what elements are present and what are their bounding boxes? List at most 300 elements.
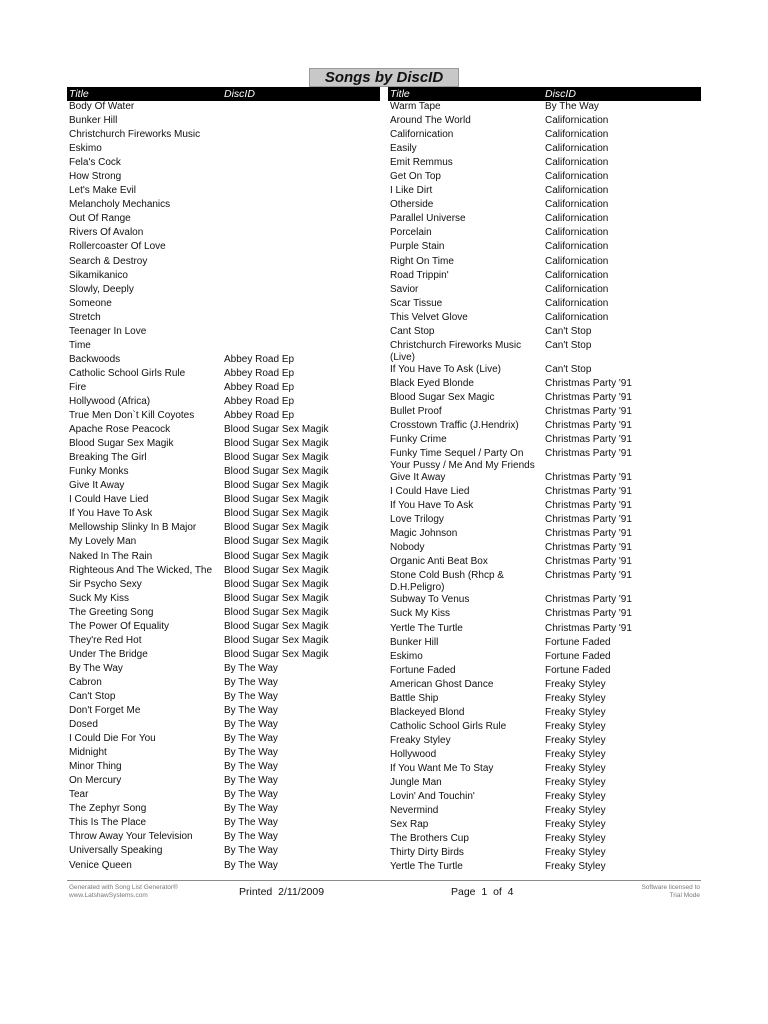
song-discid: Freaky Styley — [545, 734, 606, 746]
song-title: Funky Crime — [390, 434, 447, 446]
song-title: They're Red Hot — [69, 634, 142, 646]
song-title: Sex Rap — [390, 819, 429, 831]
table-row — [388, 570, 701, 594]
song-discid: Blood Sugar Sex Magik — [224, 508, 329, 520]
table-row — [67, 354, 380, 368]
song-discid — [224, 326, 380, 340]
song-title: If You Have To Ask (Live) — [390, 363, 501, 375]
song-title: Bullet Proof — [390, 405, 442, 417]
table-row — [388, 213, 701, 227]
song-discid: By The Way — [224, 845, 278, 857]
song-title: Catholic School Girls Rule — [69, 367, 186, 379]
table-header — [67, 87, 380, 101]
song-discid: By The Way — [224, 775, 278, 787]
table-row — [388, 608, 701, 622]
song-title: Bunker Hill — [69, 115, 118, 127]
song-discid: Christmas Party '91 — [545, 594, 632, 606]
table-row — [67, 213, 380, 227]
song-title: Road Trippin' — [390, 269, 449, 281]
song-discid: By The Way — [224, 705, 278, 717]
table-row — [67, 579, 380, 593]
song-title: Right On Time — [390, 255, 454, 267]
table-row — [388, 378, 701, 392]
song-discid: By The Way — [224, 747, 278, 759]
song-discid: Californication — [545, 241, 609, 253]
song-discid — [224, 185, 380, 199]
table-row — [67, 241, 380, 255]
song-discid: Blood Sugar Sex Magik — [224, 578, 329, 590]
table-row — [388, 528, 701, 542]
table-row — [388, 500, 701, 514]
table-row — [67, 452, 380, 466]
song-discid: Christmas Party '91 — [545, 391, 632, 403]
printed-value: 2/11/2009 — [278, 886, 325, 898]
page-label: Page — [451, 886, 476, 898]
table-row — [67, 270, 380, 284]
song-title: This Is The Place — [69, 817, 147, 829]
song-discid: Fortune Faded — [545, 636, 611, 648]
song-discid: Freaky Styley — [545, 777, 606, 789]
song-discid: Freaky Styley — [545, 678, 606, 690]
song-discid: Blood Sugar Sex Magik — [224, 592, 329, 604]
song-title: Blood Sugar Sex Magik — [69, 438, 174, 450]
table-row — [67, 424, 380, 438]
song-title: Suck My Kiss — [390, 608, 451, 620]
table-row — [388, 185, 701, 199]
song-title: Thirty Dirty Birds — [390, 847, 464, 859]
song-discid: Freaky Styley — [545, 720, 606, 732]
song-discid — [224, 213, 380, 227]
song-discid: Freaky Styley — [545, 833, 606, 845]
song-discid: Californication — [545, 311, 609, 323]
song-title: Naked In The Rain — [69, 550, 153, 562]
song-discid: Christmas Party '91 — [545, 472, 632, 484]
song-title: Nobody — [390, 542, 425, 554]
song-discid — [224, 227, 380, 241]
song-discid: Californication — [545, 213, 609, 225]
table-row — [67, 115, 380, 129]
song-title: If You Want Me To Stay — [390, 762, 494, 774]
song-discid: Blood Sugar Sex Magik — [224, 466, 329, 478]
song-title: Funky Time Sequel / Party On Your Pussy / Me And My Friends — [390, 448, 535, 472]
table-row — [388, 791, 701, 805]
header-title: Title — [390, 88, 410, 100]
table-row — [67, 227, 380, 241]
song-title: The Greeting Song — [69, 606, 154, 618]
song-title: Get On Top — [390, 171, 441, 183]
song-title: Body Of Water — [69, 101, 135, 112]
table-row — [388, 833, 701, 847]
song-discid: Christmas Party '91 — [545, 377, 632, 389]
song-discid — [224, 312, 380, 326]
table-row — [67, 508, 380, 522]
table-row — [388, 115, 701, 129]
table-row — [67, 733, 380, 747]
table-row — [67, 256, 380, 270]
song-title: True Men Don`t Kill Coyotes — [69, 410, 195, 422]
song-title: Battle Ship — [390, 692, 439, 704]
song-title: American Ghost Dance — [390, 678, 494, 690]
table-row — [388, 199, 701, 213]
song-title: Dosed — [69, 719, 98, 731]
song-discid: Californication — [545, 227, 609, 239]
table-row — [388, 171, 701, 185]
table-row — [388, 861, 701, 875]
song-title: Yertle The Turtle — [390, 861, 463, 873]
table-row — [388, 157, 701, 171]
song-title: Melancholy Mechanics — [69, 199, 171, 211]
table-row — [67, 551, 380, 565]
song-discid: Christmas Party '91 — [545, 622, 632, 634]
table-row — [67, 860, 380, 874]
table-row — [388, 227, 701, 241]
table-row — [67, 663, 380, 677]
table-row — [388, 819, 701, 833]
table-row — [67, 466, 380, 480]
song-discid: By The Way — [224, 803, 278, 815]
table-row — [67, 607, 380, 621]
song-title: Suck My Kiss — [69, 592, 130, 604]
song-title: Yertle The Turtle — [390, 622, 463, 634]
song-title: Backwoods — [69, 353, 121, 365]
song-title: By The Way — [69, 662, 123, 674]
song-title: The Zephyr Song — [69, 803, 147, 815]
song-discid: Californication — [545, 157, 609, 169]
table-row — [388, 665, 701, 679]
song-discid: Blood Sugar Sex Magik — [224, 620, 329, 632]
license-note — [600, 884, 700, 900]
page-current: 1 — [481, 886, 488, 898]
song-discid: Freaky Styley — [545, 805, 606, 817]
table-row — [67, 845, 380, 859]
song-discid: By The Way — [545, 101, 599, 112]
table-row — [388, 241, 701, 255]
song-title: Out Of Range — [69, 213, 131, 225]
song-title: Jungle Man — [390, 777, 442, 789]
printed-label: Printed — [239, 886, 273, 898]
song-discid: Freaky Styley — [545, 748, 606, 760]
song-title: Scar Tissue — [390, 297, 443, 309]
song-title: Throw Away Your Television — [69, 831, 193, 843]
footer-generator — [69, 884, 219, 900]
song-discid: Freaky Styley — [545, 791, 606, 803]
table-row — [388, 448, 701, 472]
song-title: Love Trilogy — [390, 514, 444, 526]
table-row — [67, 298, 380, 312]
table-row — [388, 406, 701, 420]
song-title: Californication — [390, 129, 454, 141]
song-title: Emit Remmus — [390, 157, 453, 169]
song-title: Bunker Hill — [390, 636, 439, 648]
table-row — [388, 763, 701, 777]
song-discid: Freaky Styley — [545, 861, 606, 873]
table-row — [388, 312, 701, 326]
table-row — [388, 101, 701, 115]
table-row — [67, 312, 380, 326]
table-body — [388, 101, 701, 875]
table-row — [388, 256, 701, 270]
song-discid: Freaky Styley — [545, 847, 606, 859]
song-discid — [224, 171, 380, 185]
table-row — [67, 438, 380, 452]
song-discid: By The Way — [224, 859, 278, 871]
song-title: Hollywood (Africa) — [69, 395, 151, 407]
table-row — [388, 392, 701, 406]
song-discid: Freaky Styley — [545, 762, 606, 774]
table-row — [67, 326, 380, 340]
song-discid: Christmas Party '91 — [545, 419, 632, 431]
song-discid: Californication — [545, 129, 609, 141]
song-title: Parallel Universe — [390, 213, 466, 225]
song-title: Blackeyed Blond — [390, 706, 465, 718]
song-discid: Blood Sugar Sex Magik — [224, 438, 329, 450]
song-discid: By The Way — [224, 690, 278, 702]
song-discid: Californication — [545, 297, 609, 309]
song-discid: Blood Sugar Sex Magik — [224, 648, 329, 660]
generator-text: Generated with Song List Generator® — [69, 884, 178, 891]
table-row — [67, 789, 380, 803]
table-row — [388, 284, 701, 298]
table-row — [388, 777, 701, 791]
song-title: Minor Thing — [69, 761, 122, 773]
song-discid: Freaky Styley — [545, 706, 606, 718]
song-title: Give It Away — [390, 472, 446, 484]
song-discid: By The Way — [224, 817, 278, 829]
page-of: of — [493, 886, 502, 898]
song-discid — [224, 284, 380, 298]
song-title: The Brothers Cup — [390, 833, 469, 845]
song-discid: Abbey Road Ep — [224, 410, 295, 422]
table-row — [67, 129, 380, 143]
table-row — [388, 721, 701, 735]
song-title: Savior — [390, 283, 419, 295]
song-title: Tear — [69, 789, 89, 801]
table-row — [67, 410, 380, 424]
song-discid: Blood Sugar Sex Magik — [224, 480, 329, 492]
song-title: If You Have To Ask — [390, 500, 474, 512]
song-discid — [224, 298, 380, 312]
table-body — [67, 101, 380, 874]
table-row — [388, 637, 701, 651]
song-discid: Blood Sugar Sex Magik — [224, 564, 329, 576]
song-discid: Californication — [545, 115, 609, 127]
song-discid: By The Way — [224, 676, 278, 688]
table-row — [67, 480, 380, 494]
song-title: Teenager In Love — [69, 325, 147, 337]
table-row — [67, 705, 380, 719]
song-discid: Christmas Party '91 — [545, 448, 632, 460]
song-title: Mellowship Slinky In B Major — [69, 522, 197, 534]
table-row — [67, 691, 380, 705]
song-title: Christchurch Fireworks Music — [69, 129, 201, 141]
song-title: Black Eyed Blonde — [390, 377, 474, 389]
table-row — [67, 101, 380, 115]
song-discid: Christmas Party '91 — [545, 405, 632, 417]
song-title: Sir Psycho Sexy — [69, 578, 142, 590]
table-row — [67, 199, 380, 213]
table-row — [388, 514, 701, 528]
song-title: Let's Make Evil — [69, 185, 136, 197]
song-title: Otherside — [390, 199, 434, 211]
table-row — [388, 434, 701, 448]
song-discid: Christmas Party '91 — [545, 528, 632, 540]
song-discid: Blood Sugar Sex Magik — [224, 452, 329, 464]
table-row — [67, 368, 380, 382]
song-discid: Californication — [545, 143, 609, 155]
song-discid: Christmas Party '91 — [545, 556, 632, 568]
song-title: How Strong — [69, 171, 122, 183]
song-discid: Blood Sugar Sex Magik — [224, 522, 329, 534]
song-title: Easily — [390, 143, 417, 155]
header-title: Title — [69, 88, 89, 100]
table-row — [67, 635, 380, 649]
song-title: Funky Monks — [69, 466, 129, 478]
song-title: The Power Of Equality — [69, 620, 170, 632]
table-row — [67, 803, 380, 817]
song-title: Nevermind — [390, 805, 439, 817]
song-discid: Californication — [545, 269, 609, 281]
song-discid: Blood Sugar Sex Magik — [224, 550, 329, 562]
table-row — [67, 747, 380, 761]
song-title: Purple Stain — [390, 241, 445, 253]
table-row — [388, 472, 701, 486]
table-row — [388, 749, 701, 763]
table-row — [67, 593, 380, 607]
song-title: Stone Cold Bush (Rhcp & D.H.Peligro) — [390, 570, 504, 594]
song-title: Righteous And The Wicked, The — [69, 564, 213, 576]
song-title: Rivers Of Avalon — [69, 227, 144, 239]
license-line-1: Software licensed to — [641, 884, 700, 891]
table-row — [67, 775, 380, 789]
table-row — [67, 157, 380, 171]
song-discid: By The Way — [224, 831, 278, 843]
song-title: Eskimo — [390, 650, 423, 662]
song-discid: By The Way — [224, 789, 278, 801]
song-discid: Californication — [545, 283, 609, 295]
table-row — [388, 270, 701, 284]
song-title: Freaky Styley — [390, 734, 451, 746]
song-discid: Blood Sugar Sex Magik — [224, 494, 329, 506]
table-row — [67, 817, 380, 831]
header-discid: DiscID — [545, 88, 576, 100]
table-row — [67, 284, 380, 298]
song-title: Slowly, Deeply — [69, 283, 134, 295]
song-discid: Californication — [545, 171, 609, 183]
table-row — [388, 693, 701, 707]
song-title: Eskimo — [69, 143, 102, 155]
generator-link[interactable]: www.LatshawSystems.com — [69, 892, 148, 899]
table-row — [388, 847, 701, 861]
song-title: Subway To Venus — [390, 594, 470, 606]
table-row — [67, 831, 380, 845]
song-discid: Christmas Party '91 — [545, 434, 632, 446]
song-discid: Christmas Party '91 — [545, 514, 632, 526]
page-total: 4 — [507, 886, 514, 898]
table-row — [67, 494, 380, 508]
table-row — [67, 761, 380, 775]
song-title: I Like Dirt — [390, 185, 433, 197]
table-row — [388, 364, 701, 378]
table-row — [388, 707, 701, 721]
song-discid: Christmas Party '91 — [545, 486, 632, 498]
song-title: On Mercury — [69, 775, 122, 787]
song-table-left — [67, 87, 380, 874]
table-row — [67, 719, 380, 733]
table-row — [67, 340, 380, 354]
song-title: Cant Stop — [390, 325, 435, 337]
page-title: Songs by DiscID — [309, 68, 459, 87]
song-title: Search & Destroy — [69, 255, 148, 267]
song-title: Organic Anti Beat Box — [390, 556, 488, 568]
table-row — [388, 805, 701, 819]
song-title: Time — [69, 339, 91, 351]
song-discid: Californication — [545, 255, 609, 267]
printed-date — [239, 886, 324, 898]
song-title: Porcelain — [390, 227, 432, 239]
table-row — [67, 185, 380, 199]
table-row — [67, 522, 380, 536]
song-discid: Freaky Styley — [545, 819, 606, 831]
song-discid — [224, 270, 380, 284]
song-discid — [224, 340, 380, 354]
song-title: Around The World — [390, 115, 471, 127]
song-discid: Blood Sugar Sex Magik — [224, 424, 329, 436]
song-title: Apache Rose Peacock — [69, 424, 171, 436]
song-discid: Fortune Faded — [545, 650, 611, 662]
song-discid — [224, 256, 380, 270]
footer-divider — [67, 880, 701, 881]
song-title: Fortune Faded — [390, 664, 456, 676]
table-header — [388, 87, 701, 101]
table-row — [67, 621, 380, 635]
song-title: Rollercoaster Of Love — [69, 241, 166, 253]
song-discid: Freaky Styley — [545, 692, 606, 704]
song-title: Cabron — [69, 676, 102, 688]
page-number — [451, 886, 514, 898]
song-title: I Could Have Lied — [69, 494, 149, 506]
song-title: Blood Sugar Sex Magic — [390, 391, 495, 403]
song-discid — [224, 143, 380, 157]
table-row — [388, 420, 701, 434]
song-title: Crosstown Traffic (J.Hendrix) — [390, 419, 519, 431]
table-row — [67, 171, 380, 185]
song-discid: Blood Sugar Sex Magik — [224, 536, 329, 548]
song-discid: Christmas Party '91 — [545, 542, 632, 554]
table-row — [388, 623, 701, 637]
song-discid: Californication — [545, 185, 609, 197]
song-title: Give It Away — [69, 480, 125, 492]
header-discid: DiscID — [224, 88, 255, 100]
song-title: Under The Bridge — [69, 648, 148, 660]
song-title: My Lovely Man — [69, 536, 137, 548]
song-title: If You Have To Ask — [69, 508, 153, 520]
song-discid — [224, 129, 380, 143]
song-title: Fela's Cock — [69, 157, 121, 169]
song-discid: Christmas Party '91 — [545, 500, 632, 512]
table-row — [67, 565, 380, 579]
song-title: Fire — [69, 381, 87, 393]
table-row — [67, 649, 380, 663]
song-title: Lovin' And Touchin' — [390, 791, 475, 803]
song-title: I Could Die For You — [69, 733, 156, 745]
table-row — [388, 542, 701, 556]
table-row — [388, 556, 701, 570]
song-discid: Can't Stop — [545, 339, 592, 351]
song-discid — [224, 115, 380, 129]
song-discid: Can't Stop — [545, 363, 592, 375]
song-title: This Velvet Glove — [390, 311, 468, 323]
song-title: Christchurch Fireworks Music (Live) — [390, 339, 522, 363]
